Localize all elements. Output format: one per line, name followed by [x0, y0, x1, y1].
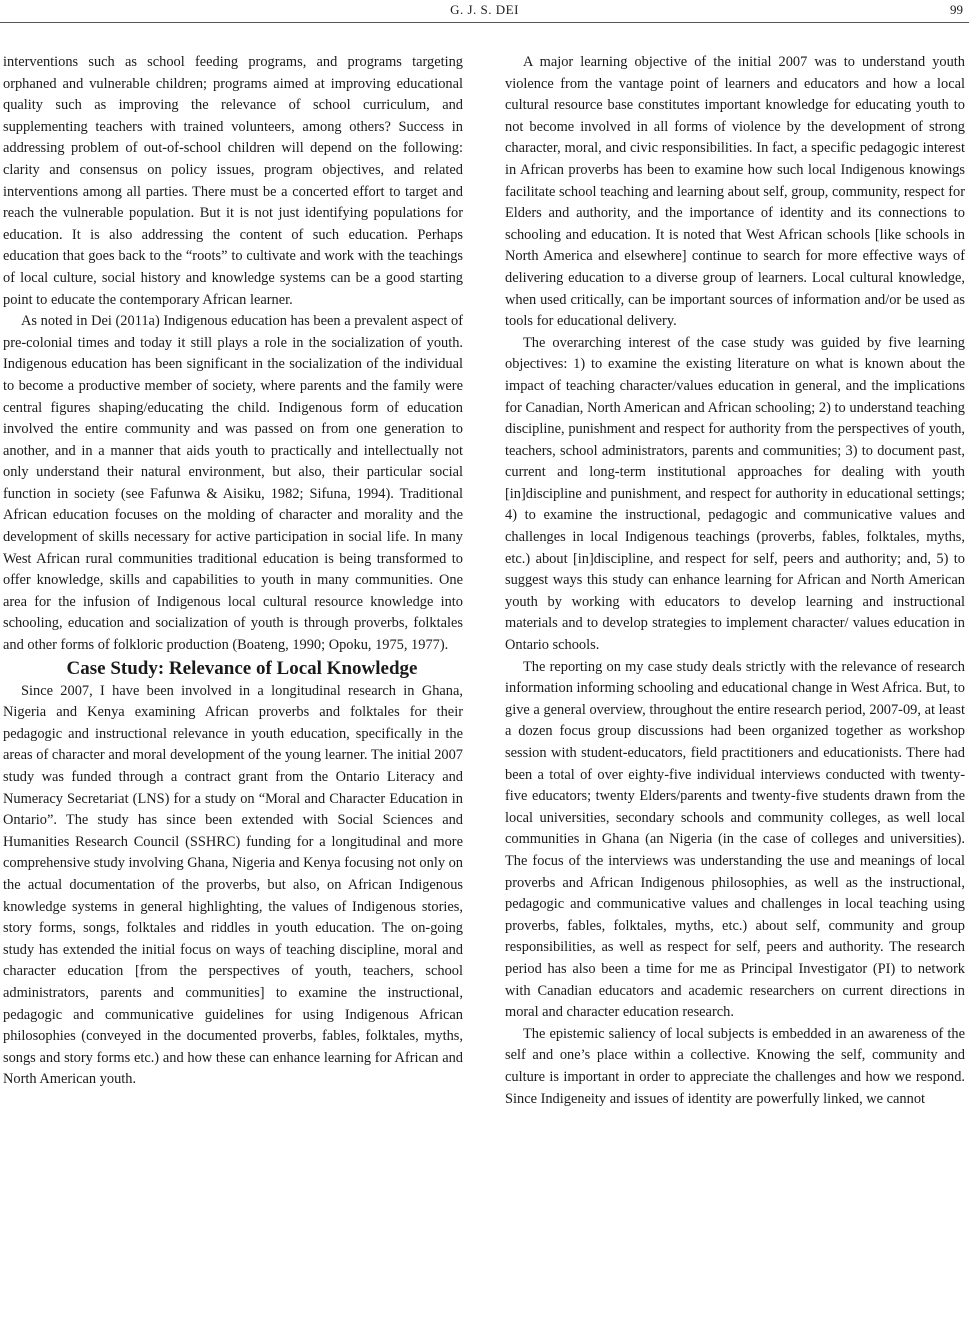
running-head: G. J. S. DEI	[450, 2, 519, 17]
page-header	[0, 0, 969, 23]
left-column	[3, 52, 463, 1091]
paragraph: As noted in Dei (2011a) Indigenous education has been a prevalent aspect of pre-colonial times and today it still plays a role in the socialization of youth. Indigenous education has been significant in the socialization of the individual to become a productive member of society, where parents and the family were central figures shaping/educating the child. Indigenous form of education involved the entire community and was passed on from one generation to another, and in a manner that aids youth to practically and intellectually not only understand their natural environment, but also, their particular social function in society (see Fafunwa & Aisiku, 1982; Sifuna, 1994). Traditional African education focuses on the molding of character and morality and the development of skills necessary for active participation in social life. In many West African rural communities traditional education is being transformed to offer knowledge, skills and capabilities to youth in many communities. One area for the infusion of Indigenous local cultural resource knowledge into schooling, education and socialization of youth is through proverbs, folktales and other forms of folkloric production (Boateng, 1990; Opoku, 1975, 1977).	[3, 313, 463, 654]
paragraph: Since 2007, I have been involved in a longitudinal research in Ghana, Nigeria and Kenya examining African proverbs and folktales for their pedagogic and instructional relevance in youth education, specifically in the areas of character and moral development of the young learner. The initial 2007 study was funded through a contract grant from the Ontario Literacy and Numeracy Secretariat (LNS) for a study on “Moral and Character Education in Ontario”. The study has since been extended with Social Sciences and Humanities Research Council (SSHRC) funding for a longitudinal and more comprehensive study involving Ghana, Nigeria and Kenya focusing not only on the actual documentation of the proverbs, but also, on African Indigenous knowledge systems in general highlighting, the values of Indigenous stories, story forms, songs, folktales and riddles in youth education. The on-going study has extended the initial focus on ways of teaching discipline, moral and character education [from the perspectives of youth, teachers, school administrators, parents and communities] to examine the instructional, pedagogic and communicative guidelines for using Indigenous African philosophies (conveyed in the documented proverbs, fables, folktales, myths, songs and story forms etc.) and how these can enhance learning for African and North American youth.	[3, 682, 464, 1088]
page-number: 99	[950, 2, 963, 17]
paragraph: A major learning objective of the initial 2007 was to understand youth violence from the vantage point of learners and educators and how a local cultural resource base constitutes important knowledge for educating youth to not become involved in all forms of violence by the development of strong character, moral, and civic responsibilities. In fact, a specific pedagogic interest in African proverbs has been to examine how such local Indigenous knowings facilitate school teaching and learning about self, group, community, respect for Elders and authority, and the importance of identity and its connections to schooling and education. It is noted that West African schools [like schools in North America and elsewhere] continue to search for more effective ways of delivering education to a diverse group of learners. Local cultural knowledge, when used critically, can be important sources of information and/or be used as tools for educational delivery.	[505, 54, 965, 330]
paragraph: interventions such as school feeding programs, and programs targeting orphaned and vulnerable children; programs aimed at improving educational quality such as improving the relevance of school curriculum, and supplementing teachers with trained volunteers, among others? Success in addressing problem of out-of-school children will depend on the following: clarity and consensus on policy issues, program objectives, and related interventions among all parties. There must be a concerted effort to target and reach the vulnerable population. But it is not just identifying populations for education. It is also addressing the content of such education. Perhaps education that goes back to the “roots” to cultivate and work with the teachings of local culture, social history and knowledge systems can be a good starting point to educate the contemporary African learner.	[3, 54, 463, 308]
paragraph: The epistemic saliency of local subjects is embedded in an awareness of the self and one’s place within a collective. Knowing the self, community and culture is important in order to appreciate the challenges and how we respond. Since Indigeneity and issues of identity are powerfully linked, we cannot	[505, 1025, 965, 1107]
paragraph: The overarching interest of the case study was guided by five learning objectives: 1) to examine the existing literature on what is known about the impact of teaching character/values education in general, and the implications for Canadian, North American and African schooling; 2) to understand teaching discipline, punishment and respect for authority from the perspectives of youth, teachers, school administrators, parents and communities; 3) to document past, current and long-term institutional approaches for dealing with youth [in]discipline and punishment, and respect for authority in educational settings; 4) to examine the instructional, pedagogic and communicative values and challenges in local Indigenous teachings (proverbs, fables, folktales, myths, etc.) about [in]discipline, and respect for self, peers and authority; and, 5) to suggest ways this study can enhance learning for African and North American youth by working with educators to develop learning and instructional materials and to develop strategies to implement character/ values education in Ontario schools.	[505, 334, 965, 654]
section-heading: Case Study: Relevance of Local Knowledge	[66, 657, 418, 679]
right-column	[505, 52, 965, 1110]
paragraph: The reporting on my case study deals strictly with the relevance of research information informing schooling and educational change in West Africa. But, to give a general overview, throughout the entire research period, 2007-09, at least a dozen focus group discussions had been organized together as workshop session with student-educators, field practitioners and educationists. There had been a total of over eighty-five individual interviews conducted with twenty-five educators; twenty Elders/parents and twenty-five students drawn from the local universities, secondary schools and community colleges, as well local communities in Ghana (an Nigeria (in the case of colleges and universities). The focus of the interviews was understanding the use and meanings of local proverbs and African Indigenous philosophies, as well as the instructional, pedagogic and communicative values and challenges in local teaching using proverbs, fables, folktales, myths, etc.) about self, community and group responsibilities, as well as respect for self, peers and authority. The research period has also been a time for me as Principal Investigator (PI) to network with Canadian educators and academic researchers on current directions in moral and character education research.	[505, 658, 965, 1021]
